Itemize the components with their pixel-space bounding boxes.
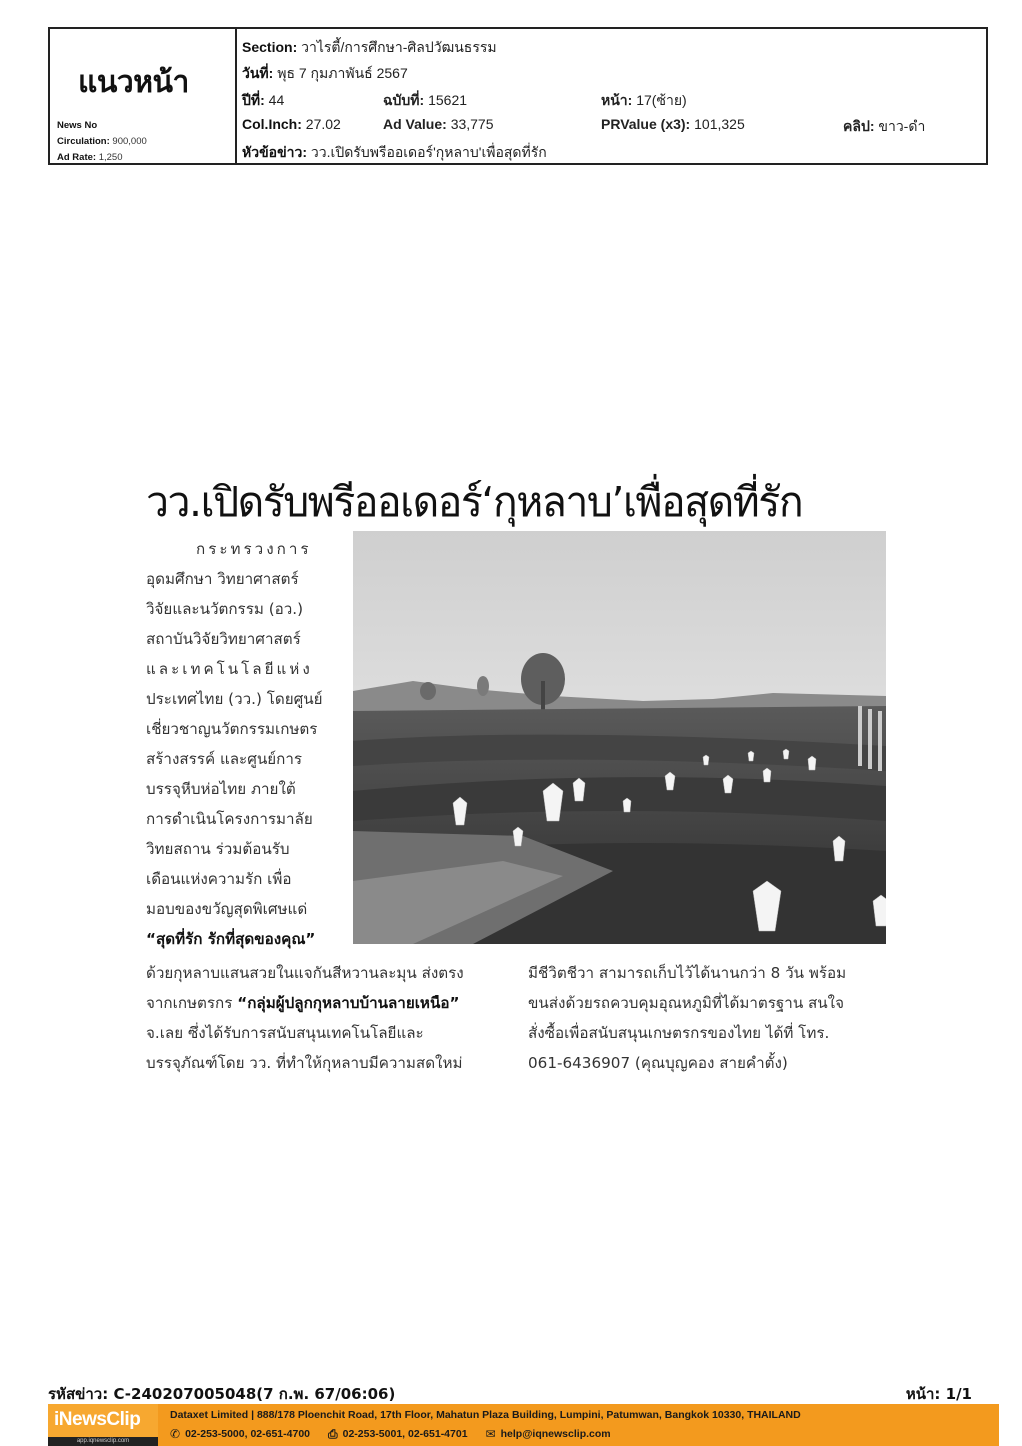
page-count: หน้า: 1/1: [905, 1385, 972, 1403]
footer-bar: [48, 1404, 999, 1446]
year-line: ปีที่: 44: [242, 92, 285, 108]
text-line: ประเทศไทย (วว.) โดยศูนย์: [146, 690, 323, 708]
article-headline: วว.เปิดรับพรีออเดอร์‘กุหลาบ’เพื่อสุดที่รัก: [146, 478, 803, 526]
phone-icon: ✆: [170, 1427, 181, 1441]
text-line: สั่งซื้อเพื่อสนับสนุนเกษตรกรของไทย ได้ที่ โทร.: [528, 1024, 830, 1042]
text-line-bold: “สุดที่รัก รักที่สุดของคุณ”: [146, 930, 316, 948]
text-line: ด้วยกุหลาบแสนสวยในแจกันสีหวานละมุน ส่งตรง: [146, 964, 464, 982]
email-contact[interactable]: ✉ help@iqnewsclip.com: [485, 1427, 611, 1441]
text-line: บรรจุภัณฑ์โดย วว. ที่ทำให้กุหลาบมีความสดใหม่: [146, 1054, 463, 1072]
article-bottom-left: [146, 958, 506, 1078]
ad-rate: Ad Rate: 1,250: [57, 152, 123, 163]
page-line: หน้า: 17(ซ้าย): [601, 92, 687, 108]
article-bottom-right: [528, 958, 888, 1078]
article-left-column: [146, 534, 330, 954]
text-line: 061-6436907 (คุณบุญคอง สายคำตั้ง): [528, 1054, 788, 1072]
issue-line: ฉบับที่: 15621: [383, 92, 468, 108]
text-line: จากเกษตรกร “กลุ่มผู้ปลูกกุหลาบบ้านลายเหนือ”: [146, 994, 460, 1012]
text-line: กระทรวงการ: [196, 540, 312, 558]
company-address: Dataxet Limited | 888/178 Ploenchit Road, 17th Floor, Mahatun Plaza Building, Lumpini, Patumwan, Bangkok 10330, THAILAND: [170, 1409, 801, 1421]
rose-field-photo: [353, 531, 886, 944]
text-line: เชี่ยวชาญนวัตกรรมเกษตร: [146, 720, 318, 738]
text-line: และเทคโนโลยีแห่ง: [146, 660, 313, 678]
news-code: รหัสข่าว: C-240207005048(7 ก.พ. 67/06:06): [48, 1385, 396, 1403]
phone-contact: ✆ 02-253-5000, 02-651-4700: [170, 1427, 310, 1441]
fax-icon: ⎙: [328, 1427, 338, 1441]
text-line: เดือนแห่งความรัก เพื่อ: [146, 870, 292, 888]
text-line: สร้างสรรค์ และศูนย์การ: [146, 750, 302, 768]
topic-line: หัวข้อข่าว: วว.เปิดรับพรีออเดอร์'กุหลาบ'เพื่อสุดที่รัก: [242, 144, 547, 160]
text-line: บรรจุหีบห่อไทย ภายใต้: [146, 780, 296, 798]
text-line: วิจัยและนวัตกรรม (อว.): [146, 600, 304, 618]
text-line: การดำเนินโครงการมาลัย: [146, 810, 313, 828]
text-line: อุดมศึกษา วิทยาศาสตร์: [146, 570, 299, 588]
date-line: วันที่: พุธ 7 กุมภาพันธ์ 2567: [242, 65, 408, 81]
text-line: วิทยสถาน ร่วมต้อนรับ: [146, 840, 290, 858]
colinch-line: Col.Inch: 27.02: [242, 116, 341, 132]
news-no: News No: [57, 120, 98, 131]
text-line: มอบของขวัญสุดพิเศษแด่: [146, 900, 308, 918]
mail-icon: ✉: [485, 1427, 496, 1441]
newsclip-logo[interactable]: [48, 1404, 158, 1446]
publication-block: [50, 29, 237, 163]
clip-details: [237, 29, 986, 163]
logo-text: iNewsClip: [54, 1409, 141, 1430]
fax-contact: ⎙ 02-253-5001, 02-651-4701: [328, 1427, 468, 1441]
advalue-line: Ad Value: 33,775: [383, 116, 494, 132]
clip-type-line: คลิป: ขาว-ดำ: [843, 118, 926, 134]
circulation: Circulation: 900,000: [57, 136, 147, 147]
prvalue-line: PRValue (x3): 101,325: [601, 116, 745, 132]
text-line: จ.เลย ซึ่งได้รับการสนับสนุนเทคโนโลยีและ: [146, 1024, 424, 1042]
text-line: สถาบันวิจัยวิทยาศาสตร์: [146, 630, 301, 648]
newspaper-name: แนวหน้า: [78, 65, 189, 100]
section-line: Section: วาไรตี้/การศึกษา-ศิลปวัฒนธรรม: [242, 39, 497, 55]
text-line: มีชีวิตชีวา สามารถเก็บไว้ได้นานกว่า 8 วัน พร้อม: [528, 964, 847, 982]
text-line: ขนส่งด้วยรถควบคุมอุณหภูมิที่ได้มาตรฐาน สนใจ: [528, 994, 844, 1012]
contact-row: [170, 1428, 611, 1440]
rose-field-illustration: [353, 531, 886, 944]
clip-header: [48, 27, 988, 165]
logo-url: app.iqnewsclip.com: [48, 1437, 158, 1446]
